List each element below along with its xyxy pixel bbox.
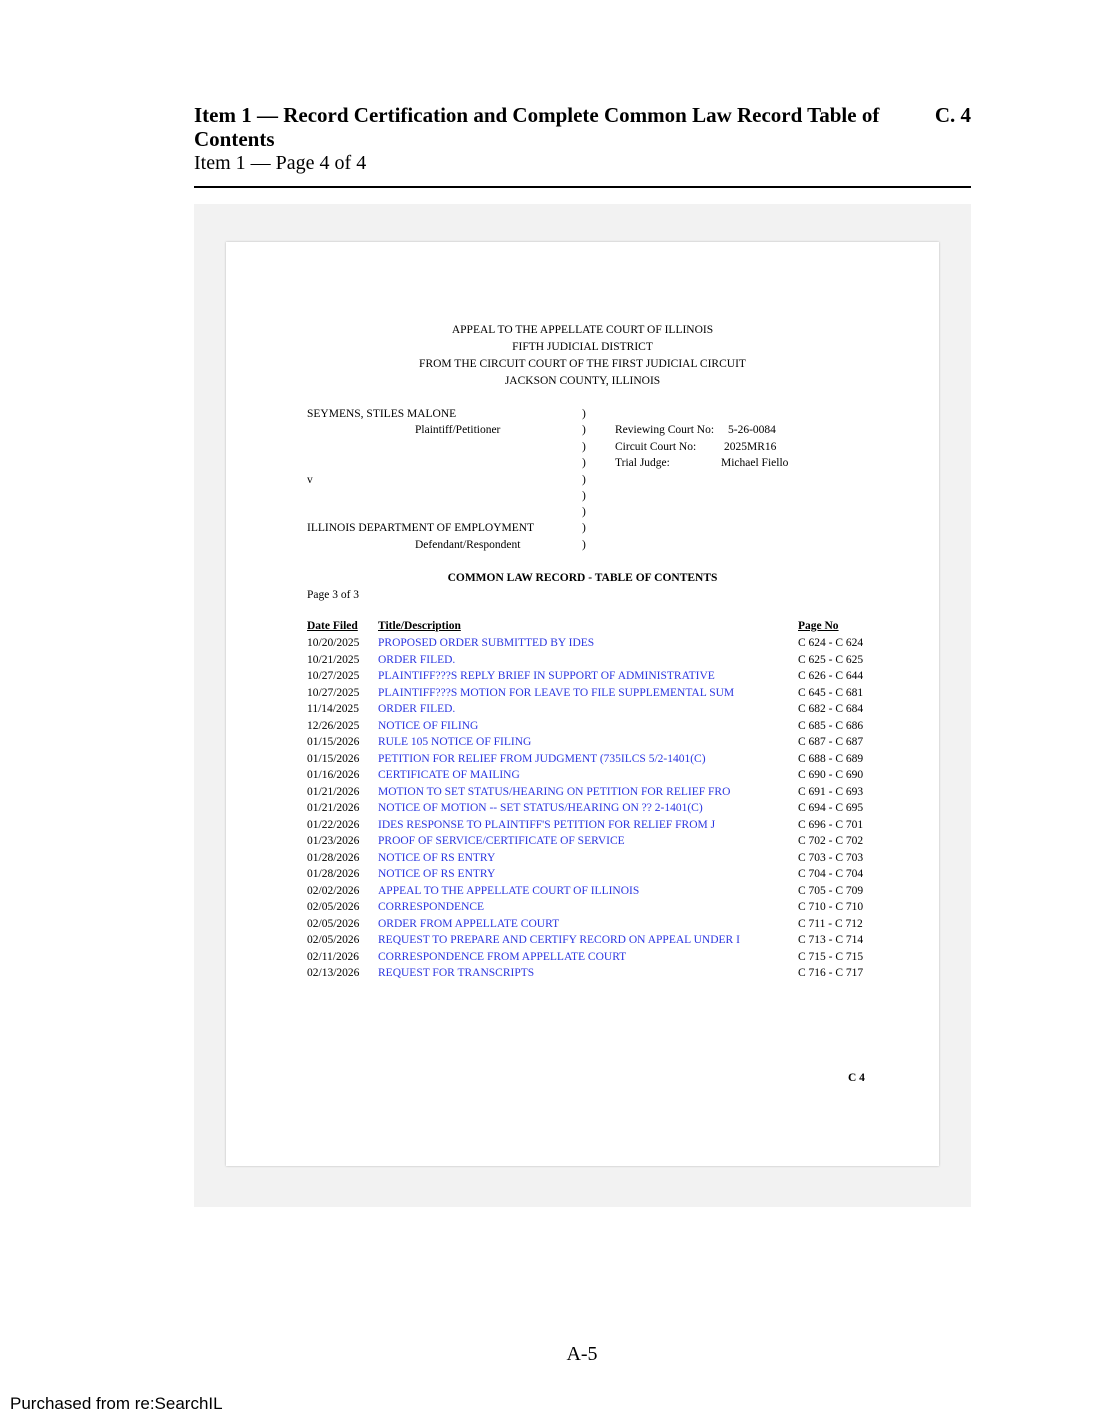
defendant-name: ILLINOIS DEPARTMENT OF EMPLOYMENT (307, 522, 535, 534)
embedded-record-page (226, 242, 939, 1166)
table-row (307, 701, 867, 718)
entry-date: 02/05/2026 (307, 934, 360, 946)
entry-page-range: C 690 - C 690 (798, 769, 864, 781)
entry-date: 01/21/2026 (307, 785, 360, 798)
table-row (307, 899, 867, 916)
entry-title-link[interactable]: PROPOSED ORDER SUBMITTED BY IDES (378, 637, 595, 649)
reviewing-court-number: 5-26-0084 (728, 424, 776, 436)
document-header (194, 103, 971, 176)
entry-page-range: C 645 - C 681 (798, 686, 864, 699)
toc-entries (307, 635, 867, 982)
table-row (307, 883, 867, 900)
entry-date: 01/21/2026 (307, 802, 360, 814)
entry-page-range: C 685 - C 686 (798, 719, 864, 732)
entry-title-link[interactable]: ORDER FROM APPELLATE COURT (378, 917, 560, 930)
item-title: Item 1 — Record Certification and Complete Common Law Record Table of Contents (194, 103, 880, 151)
plaintiff-name: SEYMENS, STILES MALONE (307, 408, 457, 420)
entry-page-range: C 702 - C 702 (798, 835, 864, 847)
court-caption (226, 322, 939, 390)
entry-page-range: C 626 - C 644 (798, 670, 864, 682)
entry-date: 02/11/2026 (307, 950, 359, 963)
entry-title-link[interactable]: IDES RESPONSE TO PLAINTIFF'S PETITION FOR RELIEF FROM J (378, 818, 716, 831)
entry-page-range: C 710 - C 710 (798, 901, 864, 913)
entry-page-range: C 703 - C 703 (798, 851, 864, 864)
entry-title-link[interactable]: APPEAL TO THE APPELLATE COURT OF ILLINOIS (378, 884, 640, 897)
table-row (307, 767, 867, 784)
table-row (307, 850, 867, 867)
entry-title-link[interactable]: ORDER FILED. (378, 653, 456, 666)
entry-title-link[interactable]: ORDER FILED. (378, 703, 456, 715)
column-header-title: Title/Description (378, 620, 461, 632)
item-page-ref: C. 4 (934, 103, 971, 127)
entry-date: 11/14/2025 (307, 703, 359, 715)
caption-paren: ) (582, 424, 586, 436)
caption-paren: ) (582, 457, 586, 469)
entry-page-range: C 716 - C 717 (798, 967, 864, 979)
entry-date: 02/05/2026 (307, 917, 360, 930)
table-row (307, 932, 867, 949)
entry-title-link[interactable]: PLAINTIFF???S MOTION FOR LEAVE TO FILE SUPPLEMENTAL SUM (378, 686, 735, 699)
entry-title-link[interactable]: REQUEST FOR TRANSCRIPTS (378, 967, 535, 979)
column-header-date: Date Filed (307, 620, 358, 632)
header-divider (194, 186, 971, 188)
versus-label: v (307, 474, 313, 486)
entry-page-range: C 704 - C 704 (798, 868, 864, 880)
caption-line: FROM THE CIRCUIT COURT OF THE FIRST JUDICIAL CIRCUIT (419, 358, 746, 370)
entry-date: 02/05/2026 (307, 901, 360, 913)
entry-page-range: C 715 - C 715 (798, 950, 864, 963)
entry-page-range: C 688 - C 689 (798, 752, 864, 765)
caption-line: APPEAL TO THE APPELLATE COURT OF ILLINOIS (451, 324, 714, 336)
sheet-page-ref: C 4 (848, 1072, 865, 1084)
caption-line: FIFTH JUDICIAL DISTRICT (512, 341, 653, 353)
entry-title-link[interactable]: CORRESPONDENCE FROM APPELLATE COURT (378, 950, 627, 963)
caption-paren: ) (582, 490, 586, 502)
entry-title-link[interactable]: CERTIFICATE OF MAILING (378, 769, 520, 781)
entry-title-link[interactable]: CORRESPONDENCE (378, 901, 485, 913)
caption-paren: ) (582, 408, 586, 420)
entry-date: 12/26/2025 (307, 719, 360, 732)
table-row (307, 734, 867, 751)
column-header-page: Page No (798, 620, 839, 632)
entry-page-range: C 711 - C 712 (798, 917, 863, 930)
entry-date: 02/13/2026 (307, 967, 360, 979)
entry-page-range: C 687 - C 687 (798, 736, 864, 748)
table-row (307, 817, 867, 834)
table-row (307, 668, 867, 685)
entry-date: 10/27/2025 (307, 670, 360, 682)
entry-page-range: C 694 - C 695 (798, 802, 864, 814)
caption-paren: ) (582, 506, 586, 518)
table-row (307, 866, 867, 883)
entry-date: 01/28/2026 (307, 851, 360, 864)
table-row (307, 800, 867, 817)
caption-paren: ) (582, 474, 586, 486)
table-row (307, 949, 867, 966)
caption-paren: ) (582, 441, 586, 453)
caption-paren: ) (582, 539, 586, 551)
table-row (307, 652, 867, 669)
entry-title-link[interactable]: PETITION FOR RELIEF FROM JUDGMENT (735ILCS 5/2-1401(C) (378, 752, 706, 765)
table-row (307, 784, 867, 801)
table-row (307, 635, 867, 652)
circuit-court-label: Circuit Court No: (615, 441, 697, 453)
toc-title: COMMON LAW RECORD - TABLE OF CONTENTS (447, 572, 718, 584)
entry-page-range: C 625 - C 625 (798, 653, 864, 666)
entry-date: 10/21/2025 (307, 653, 360, 666)
entry-title-link[interactable]: NOTICE OF FILING (378, 719, 479, 732)
table-row (307, 965, 867, 982)
caption-line: JACKSON COUNTY, ILLINOIS (504, 375, 661, 387)
table-row (307, 718, 867, 735)
entry-page-range: C 696 - C 701 (798, 818, 864, 831)
entry-date: 01/23/2026 (307, 835, 360, 847)
circuit-court-number: 2025MR16 (724, 441, 777, 453)
entry-page-range: C 624 - C 624 (798, 637, 864, 649)
entry-title-link[interactable]: PROOF OF SERVICE/CERTIFICATE OF SERVICE (378, 835, 625, 847)
plaintiff-role: Plaintiff/Petitioner (415, 424, 501, 436)
page-number: A-5 (566, 1343, 598, 1365)
entry-date: 10/27/2025 (307, 686, 360, 699)
entry-title-link[interactable]: MOTION TO SET STATUS/HEARING ON PETITION FOR RELIEF FRO (378, 785, 731, 798)
entry-title-link[interactable]: PLAINTIFF???S REPLY BRIEF IN SUPPORT OF ADMINISTRATIVE (378, 670, 715, 682)
entry-date: 01/15/2026 (307, 752, 360, 765)
entry-title-link[interactable]: RULE 105 NOTICE OF FILING (378, 736, 532, 748)
purchase-watermark: Purchased from re:SearchIL (10, 1394, 223, 1413)
table-row (307, 916, 867, 933)
toc-page-count: Page 3 of 3 (307, 589, 360, 601)
caption-paren: ) (582, 522, 586, 534)
table-row (307, 685, 867, 702)
entry-page-range: C 713 - C 714 (798, 934, 864, 946)
item-subtitle: Item 1 — Page 4 of 4 (194, 152, 367, 174)
reviewing-court-label: Reviewing Court No: (615, 424, 715, 436)
entry-title-link[interactable]: NOTICE OF MOTION -- SET STATUS/HEARING ON ?? 2-1401(C) (378, 802, 703, 814)
entry-date: 10/20/2025 (307, 637, 360, 649)
entry-date: 01/22/2026 (307, 818, 360, 831)
defendant-role: Defendant/Respondent (415, 539, 521, 551)
table-row (307, 833, 867, 850)
entry-date: 01/15/2026 (307, 736, 360, 748)
entry-date: 02/02/2026 (307, 884, 360, 897)
table-row (307, 751, 867, 768)
entry-page-range: C 705 - C 709 (798, 884, 864, 897)
entry-date: 01/28/2026 (307, 868, 360, 880)
entry-page-range: C 682 - C 684 (798, 703, 864, 715)
trial-judge-label: Trial Judge: (615, 457, 670, 469)
entry-title-link[interactable]: NOTICE OF RS ENTRY (378, 868, 496, 880)
entry-date: 01/16/2026 (307, 769, 360, 781)
entry-page-range: C 691 - C 693 (798, 785, 864, 798)
trial-judge-name: Michael Fiello (721, 457, 789, 469)
entry-title-link[interactable]: NOTICE OF RS ENTRY (378, 851, 496, 864)
entry-title-link[interactable]: REQUEST TO PREPARE AND CERTIFY RECORD ON APPEAL UNDER I (378, 934, 740, 946)
